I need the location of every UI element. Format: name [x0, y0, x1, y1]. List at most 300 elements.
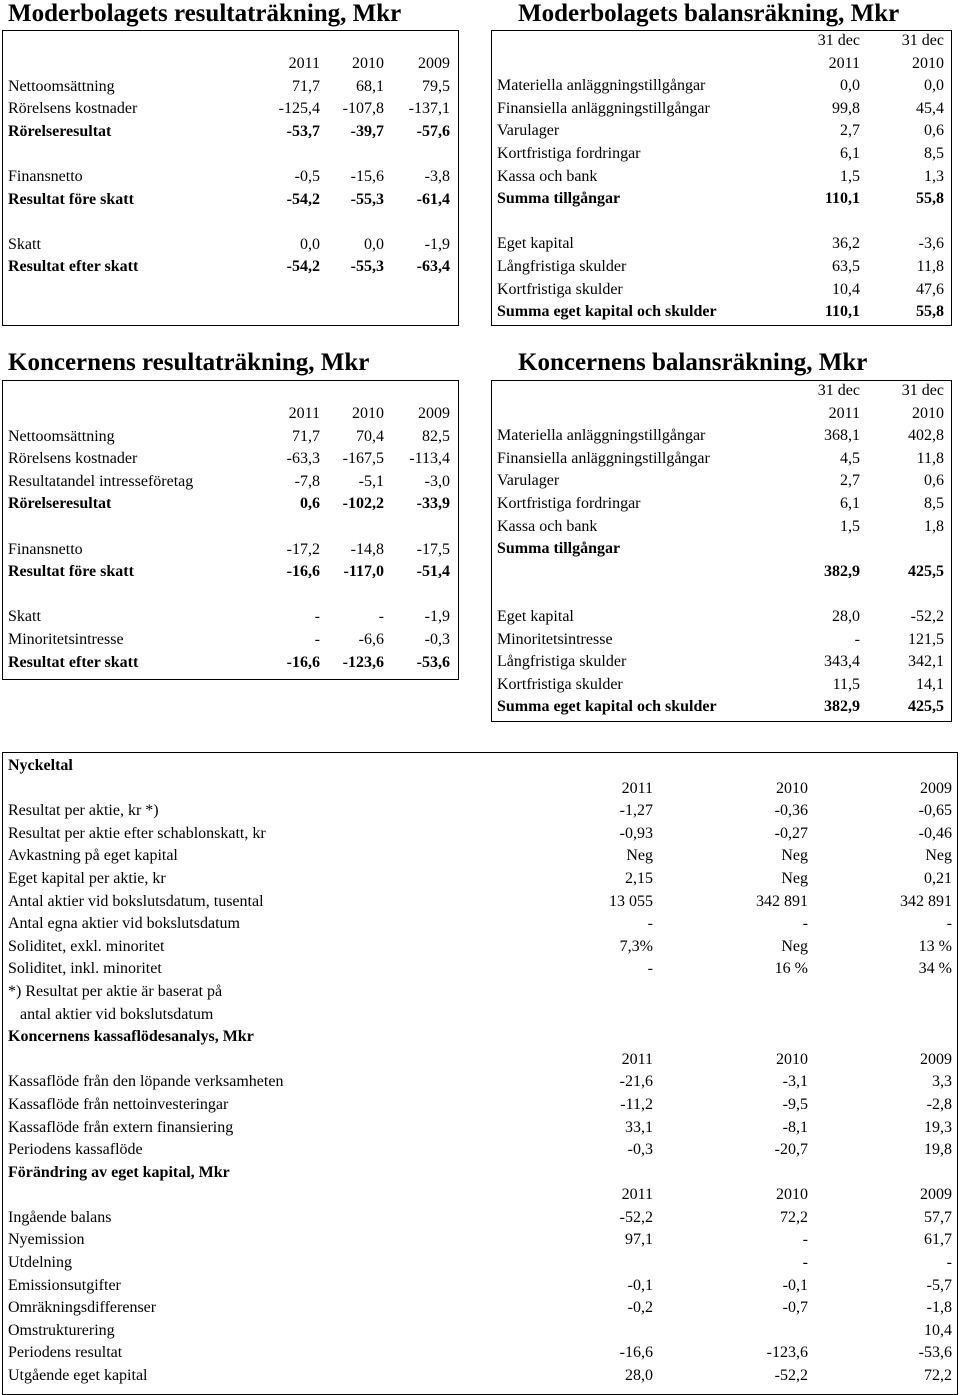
value-cell: 2009	[418, 55, 450, 72]
table-row	[8, 143, 450, 166]
label-cell: Långfristiga skulder	[497, 257, 627, 275]
value-cell: 110,1	[824, 303, 860, 321]
value-cell: 2,7	[840, 122, 860, 140]
value-cell	[792, 538, 860, 561]
value-cell: -17,5	[416, 540, 450, 558]
value-cell: 70,4	[356, 427, 384, 445]
value-cell: -61,4	[416, 190, 450, 208]
label-cell: Minoritetsintresse	[497, 630, 613, 648]
value-cell	[808, 981, 952, 1004]
table-row	[497, 143, 944, 166]
value-cell: -0,1	[627, 1276, 653, 1294]
value-cell: 382,9	[824, 698, 860, 716]
table-row	[8, 629, 450, 652]
value-cell	[256, 211, 320, 234]
value-cell: -	[802, 1231, 808, 1249]
value-cell: Neg	[781, 937, 808, 955]
value-cell: -0,5	[294, 167, 320, 185]
table-row	[8, 1252, 952, 1275]
value-cell: 6,1	[840, 494, 860, 512]
table-row	[8, 189, 450, 212]
value-cell: 2010	[776, 1186, 808, 1204]
value-cell: -11,2	[620, 1095, 653, 1113]
table-row	[8, 1229, 952, 1252]
value-cell: 1,5	[840, 167, 860, 185]
label-cell: Rörelseresultat	[8, 122, 112, 140]
table-row	[8, 1071, 952, 1094]
table-row	[8, 1320, 952, 1343]
value-cell: 0,0	[924, 77, 944, 95]
value-cell: 72,2	[924, 1367, 952, 1385]
group-income-title: Koncernens resultaträkning, Mkr	[8, 349, 370, 376]
label-cell	[497, 30, 792, 53]
table-row	[8, 755, 952, 778]
label-cell	[497, 583, 792, 606]
label-cell	[8, 584, 256, 607]
value-cell: -21,6	[619, 1073, 653, 1091]
value-cell: 2010	[776, 779, 808, 797]
value-cell	[653, 1320, 808, 1343]
value-cell	[808, 755, 952, 778]
table-row	[8, 778, 952, 801]
value-cell: -7,8	[294, 472, 320, 490]
value-cell: -107,8	[342, 100, 384, 118]
value-cell: -3,0	[424, 472, 450, 490]
label-cell: Förändring av eget kapital, Mkr	[8, 1163, 230, 1181]
table-row	[497, 188, 944, 211]
label-cell	[497, 211, 792, 234]
table-row	[497, 606, 944, 629]
value-cell: 36,2	[832, 235, 860, 253]
date-header-row	[497, 30, 944, 53]
date-header-row	[497, 53, 944, 76]
value-cell	[653, 1026, 808, 1049]
value-cell: 45,4	[916, 99, 944, 117]
label-cell: Utdelning	[8, 1254, 72, 1272]
value-cell: -0,1	[782, 1276, 808, 1294]
value-cell: -1,8	[926, 1299, 952, 1317]
label-cell: Resultat före skatt	[8, 190, 134, 208]
value-cell: -51,4	[416, 563, 450, 581]
label-cell	[8, 53, 256, 76]
table-row	[497, 538, 944, 561]
value-cell: -3,8	[424, 167, 450, 185]
value-cell	[860, 583, 944, 606]
label-cell: Emissionsutgifter	[8, 1276, 121, 1294]
value-cell: -0,7	[782, 1299, 808, 1317]
label-cell: Soliditet, exkl. minoritet	[8, 937, 165, 955]
value-cell: -0,46	[918, 824, 952, 842]
value-cell	[653, 1162, 808, 1185]
label-cell: Periodens kassaflöde	[8, 1141, 143, 1159]
table-row	[8, 234, 450, 257]
table-row	[497, 166, 944, 189]
label-cell: Skatt	[8, 608, 41, 626]
table-row	[8, 1004, 952, 1027]
table-row	[497, 583, 944, 606]
value-cell: -113,4	[409, 450, 450, 468]
value-cell	[792, 583, 860, 606]
table-row	[8, 800, 952, 823]
value-cell: 2009	[920, 1050, 952, 1068]
table-row	[497, 629, 944, 652]
value-cell: -17,2	[286, 540, 320, 558]
value-cell	[808, 1026, 952, 1049]
table-row	[8, 426, 450, 449]
table-row	[8, 516, 450, 539]
table-row	[497, 696, 944, 719]
label-cell: Långfristiga skulder	[497, 653, 627, 671]
value-cell	[653, 755, 808, 778]
value-cell: -2,8	[926, 1095, 952, 1113]
label-cell: Rörelsens kostnader	[8, 450, 138, 468]
value-cell: -0,2	[627, 1299, 653, 1317]
value-cell: -0,65	[918, 802, 952, 820]
value-cell: 1,5	[840, 517, 860, 535]
value-cell: 33,1	[625, 1118, 653, 1136]
label-cell: Rörelsens kostnader	[8, 100, 138, 118]
value-cell: 16 %	[774, 960, 808, 978]
value-cell: 121,5	[908, 630, 944, 648]
value-cell: 110,1	[824, 190, 860, 208]
value-cell: -63,4	[416, 258, 450, 276]
value-cell: -0,36	[774, 802, 808, 820]
value-cell: -5,1	[358, 472, 384, 490]
table-row	[8, 76, 450, 99]
value-cell	[320, 584, 384, 607]
label-cell	[497, 380, 792, 403]
label-cell: Eget kapital	[497, 607, 574, 625]
table-row	[497, 516, 944, 539]
value-cell: 2010	[776, 1050, 808, 1068]
value-cell: 425,5	[908, 698, 944, 716]
table-row	[497, 674, 944, 697]
label-cell: Resultat per aktie, kr *)	[8, 802, 159, 820]
label-cell: Kassa och bank	[497, 517, 598, 535]
label-cell: Kassaflöde från den löpande verksamheten	[8, 1073, 284, 1091]
value-cell: 3,3	[932, 1073, 952, 1091]
label-cell: Antal aktier vid bokslutsdatum, tusental	[8, 892, 264, 910]
value-cell: Neg	[781, 869, 808, 887]
value-cell	[808, 1162, 952, 1185]
value-cell: 342 891	[900, 892, 952, 910]
value-cell	[384, 211, 450, 234]
value-cell: -0,3	[424, 630, 450, 648]
parent-income-title: Moderbolagets resultaträkning, Mkr	[8, 0, 402, 27]
value-cell: -	[802, 1254, 808, 1272]
table-row	[497, 493, 944, 516]
value-cell: 8,5	[924, 494, 944, 512]
value-cell: 368,1	[824, 427, 860, 445]
label-cell: Eget kapital	[497, 235, 574, 253]
table-row	[8, 1117, 952, 1140]
table-row	[8, 958, 952, 981]
value-cell: 2011	[828, 54, 860, 72]
table-row	[8, 845, 952, 868]
value-cell: Neg	[781, 847, 808, 865]
table-row	[8, 448, 450, 471]
label-cell	[8, 403, 256, 426]
value-cell: 1,3	[924, 167, 944, 185]
value-cell: -63,3	[286, 450, 320, 468]
label-cell	[8, 516, 256, 539]
label-cell: Resultatandel intresseföretag	[8, 472, 194, 490]
value-cell: -123,6	[342, 653, 384, 671]
value-cell	[860, 211, 944, 234]
value-cell: -	[946, 1254, 952, 1272]
value-cell: 6,1	[840, 144, 860, 162]
table-row	[8, 1049, 952, 1072]
table-row	[8, 981, 952, 1004]
table-row	[8, 1342, 952, 1365]
value-cell: -54,2	[286, 190, 320, 208]
value-cell: -0,27	[774, 824, 808, 842]
value-cell: -0,93	[619, 824, 653, 842]
label-cell	[8, 1184, 518, 1207]
value-cell: -0,3	[627, 1141, 653, 1159]
label-cell: Kassaflöde från nettoinvesteringar	[8, 1095, 229, 1113]
value-cell: 425,5	[908, 562, 944, 580]
value-cell	[518, 1252, 653, 1275]
value-cell: 342 891	[756, 892, 808, 910]
value-cell: 11,8	[916, 257, 944, 275]
label-cell	[8, 1049, 518, 1072]
value-cell: -53,6	[416, 653, 450, 671]
table-row	[8, 891, 952, 914]
label-cell: Finansnetto	[8, 540, 83, 558]
label-cell: Materiella anläggningstillgångar	[497, 427, 706, 445]
value-cell: 11,8	[916, 449, 944, 467]
value-cell: -16,6	[619, 1344, 653, 1362]
label-cell: Periodens resultat	[8, 1344, 123, 1362]
table-row	[497, 120, 944, 143]
value-cell: 0,6	[300, 495, 320, 513]
value-cell	[320, 143, 384, 166]
value-cell: -33,9	[416, 495, 450, 513]
value-cell: 31 dec	[817, 382, 860, 399]
value-cell	[518, 1162, 653, 1185]
label-cell: Varulager	[497, 472, 560, 490]
table-row	[8, 1162, 952, 1185]
label-cell: Soliditet, inkl. minoritet	[8, 960, 162, 978]
label-cell: Nyemission	[8, 1231, 85, 1249]
label-cell: Kortfristiga fordringar	[497, 494, 641, 512]
table-row	[497, 279, 944, 302]
value-cell: 47,6	[916, 280, 944, 298]
label-cell: Ingående balans	[8, 1208, 112, 1226]
table-row	[497, 211, 944, 234]
value-cell: 97,1	[625, 1231, 653, 1249]
value-cell: 2011	[288, 55, 320, 72]
label-cell: Eget kapital per aktie, kr	[8, 869, 166, 887]
value-cell: 2010	[352, 405, 384, 422]
value-cell: 8,5	[924, 144, 944, 162]
table-row	[497, 651, 944, 674]
value-cell	[320, 211, 384, 234]
value-cell: 10,4	[924, 1321, 952, 1339]
value-cell	[653, 981, 808, 1004]
value-cell: 28,0	[625, 1367, 653, 1385]
value-cell: 55,8	[916, 190, 944, 208]
label-cell: Materiella anläggningstillgångar	[497, 77, 706, 95]
table-row	[8, 166, 450, 189]
value-cell: -54,2	[286, 258, 320, 276]
value-cell: 55,8	[916, 303, 944, 321]
value-cell: 11,5	[832, 675, 860, 693]
value-cell: -55,3	[350, 190, 384, 208]
label-cell: Summa tillgångar	[497, 190, 621, 208]
value-cell	[518, 755, 653, 778]
group-balance-title: Koncernens balansräkning, Mkr	[518, 349, 868, 376]
label-cell: Utgående eget kapital	[8, 1367, 148, 1385]
value-cell: -52,2	[774, 1367, 808, 1385]
table-row	[8, 936, 952, 959]
table-row	[8, 493, 450, 516]
label-cell: Kassa och bank	[497, 167, 598, 185]
value-cell: -52,2	[619, 1208, 653, 1226]
label-cell: Nettoomsättning	[8, 77, 115, 95]
value-cell	[518, 981, 653, 1004]
table-row	[8, 1297, 952, 1320]
value-cell: -	[378, 608, 384, 626]
label-cell: Kortfristiga skulder	[497, 280, 623, 298]
value-cell: 382,9	[824, 562, 860, 580]
value-cell: 343,4	[824, 653, 860, 671]
label-cell	[8, 211, 256, 234]
group-income-table	[8, 403, 450, 674]
value-cell: -57,6	[416, 122, 450, 140]
label-cell: Resultat före skatt	[8, 563, 134, 581]
table-row	[8, 98, 450, 121]
table-row	[8, 211, 450, 234]
table-row	[8, 913, 952, 936]
label-cell: Nettoomsättning	[8, 427, 115, 445]
label-cell: Kortfristiga skulder	[497, 675, 623, 693]
value-cell: 0,6	[924, 472, 944, 490]
value-cell: 31 dec	[901, 32, 944, 49]
value-cell: -117,0	[343, 563, 384, 581]
table-row	[8, 1139, 952, 1162]
group-balance-table	[497, 380, 944, 719]
value-cell	[384, 584, 450, 607]
date-header-row	[497, 403, 944, 426]
table-row	[497, 98, 944, 121]
value-cell: 71,7	[292, 77, 320, 95]
table-row	[8, 652, 450, 675]
value-cell: 2009	[418, 405, 450, 422]
label-cell: Summa tillgångar	[497, 540, 621, 558]
table-row	[8, 471, 450, 494]
table-row	[8, 1275, 952, 1298]
label-cell	[497, 561, 792, 584]
table-row	[8, 1184, 952, 1207]
value-cell: -53,6	[918, 1344, 952, 1362]
value-cell: -	[647, 915, 653, 933]
value-cell: 99,8	[832, 99, 860, 117]
table-row	[497, 75, 944, 98]
table-row	[497, 425, 944, 448]
label-cell: Koncernens kassaflödesanalys, Mkr	[8, 1028, 254, 1046]
table-row	[497, 256, 944, 279]
value-cell: 2011	[621, 779, 653, 797]
table-row	[8, 561, 450, 584]
label-cell: Minoritetsintresse	[8, 630, 124, 648]
value-cell: -16,6	[286, 653, 320, 671]
value-cell	[518, 1026, 653, 1049]
value-cell	[518, 1320, 653, 1343]
value-cell: -125,4	[278, 100, 320, 118]
label-cell: Varulager	[497, 122, 560, 140]
value-cell	[653, 1004, 808, 1027]
value-cell	[384, 143, 450, 166]
value-cell: 2009	[920, 779, 952, 797]
label-cell: Antal egna aktier vid bokslutsdatum	[8, 915, 240, 933]
label-cell: Finansiella anläggningstillgångar	[497, 449, 710, 467]
value-cell: 7,3%	[619, 937, 653, 955]
value-cell: -102,2	[342, 495, 384, 513]
value-cell: 28,0	[832, 607, 860, 625]
value-cell: -1,9	[424, 235, 450, 253]
label-cell: Resultat efter skatt	[8, 258, 139, 276]
value-cell: 2011	[828, 404, 860, 422]
label-cell: Resultat efter skatt	[8, 653, 139, 671]
parent-balance-table	[497, 30, 944, 324]
label-cell: Summa eget kapital och skulder	[497, 303, 717, 321]
value-cell: 57,7	[924, 1208, 952, 1226]
value-cell: 19,3	[924, 1118, 952, 1136]
value-cell: 2011	[288, 405, 320, 422]
value-cell: -1,9	[424, 608, 450, 626]
value-cell: 34 %	[918, 960, 952, 978]
value-cell: -3,6	[918, 235, 944, 253]
table-row	[8, 1094, 952, 1117]
value-cell: -52,2	[910, 607, 944, 625]
value-cell: -15,6	[350, 167, 384, 185]
value-cell: 2,15	[625, 869, 653, 887]
value-cell: 0,6	[924, 122, 944, 140]
table-row	[8, 256, 450, 279]
value-cell: 13 %	[918, 937, 952, 955]
table-row	[8, 539, 450, 562]
value-cell	[518, 1004, 653, 1027]
value-cell: 0,21	[924, 869, 952, 887]
value-cell	[256, 143, 320, 166]
value-cell: 2011	[621, 1050, 653, 1068]
table-row	[8, 121, 450, 144]
parent-balance-title: Moderbolagets balansräkning, Mkr	[518, 0, 900, 27]
value-cell	[808, 1004, 952, 1027]
value-cell: 342,1	[908, 653, 944, 671]
value-cell: 2011	[621, 1186, 653, 1204]
value-cell: -6,6	[358, 630, 384, 648]
label-cell: Resultat per aktie efter schablonskatt, kr	[8, 824, 266, 842]
table-row	[8, 606, 450, 629]
table-row	[8, 823, 952, 846]
value-cell: 2010	[912, 404, 944, 422]
value-cell: -	[802, 915, 808, 933]
label-cell	[497, 403, 792, 426]
value-cell: -39,7	[350, 122, 384, 140]
value-cell: 2009	[920, 1186, 952, 1204]
table-row	[8, 584, 450, 607]
table-row	[8, 1207, 952, 1230]
value-cell: -14,8	[350, 540, 384, 558]
value-cell: 0,0	[300, 235, 320, 253]
label-cell	[8, 143, 256, 166]
value-cell: 4,5	[840, 449, 860, 467]
label-cell: Avkastning på eget kapital	[8, 847, 178, 865]
label-cell: Skatt	[8, 235, 41, 253]
